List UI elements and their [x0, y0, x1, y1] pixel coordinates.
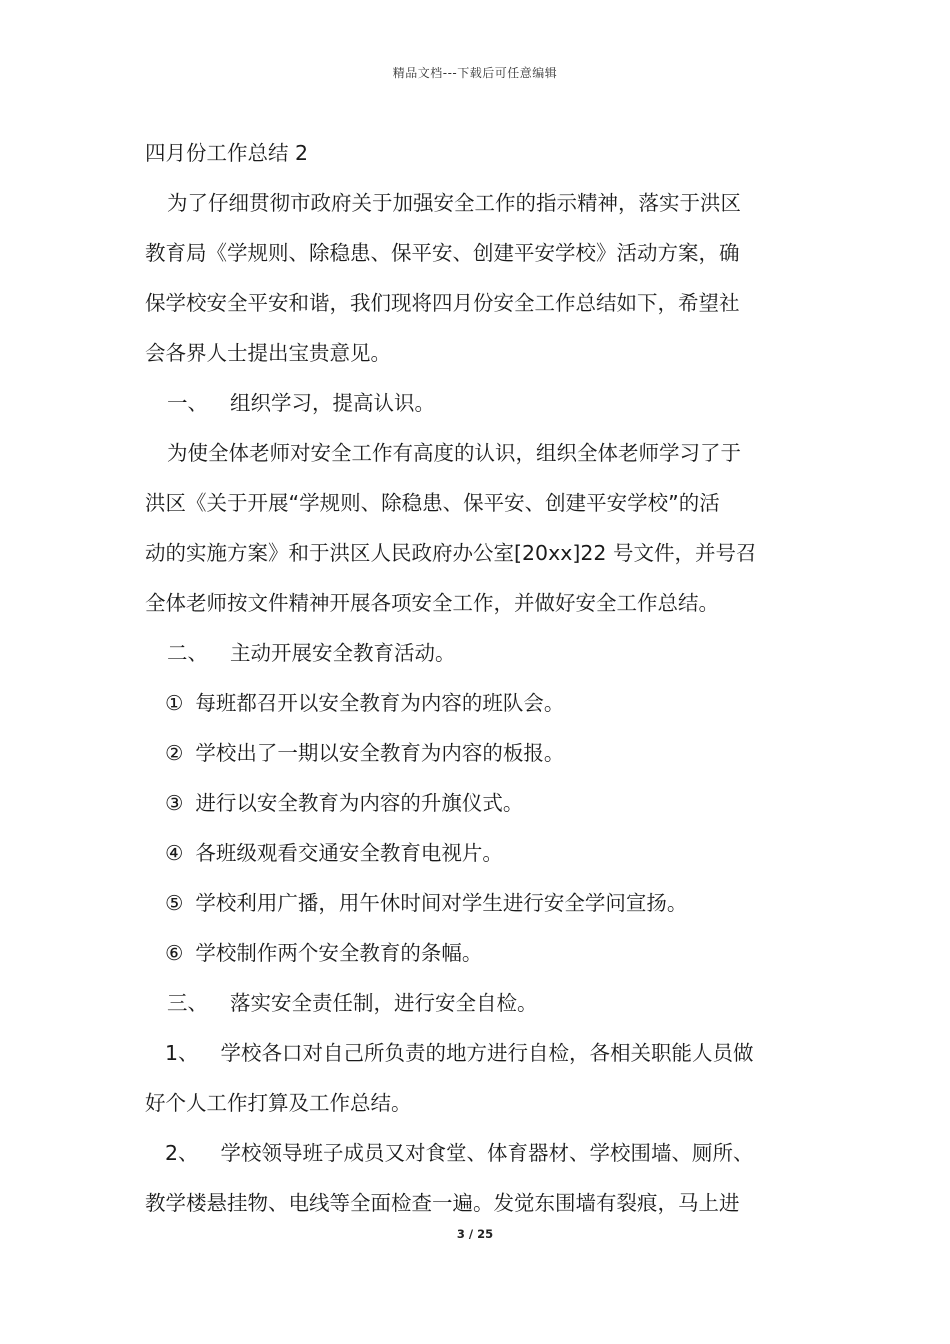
list-marker: ⑥ [165, 941, 184, 965]
section-1-line-1: 为使全体老师对安全工作有高度的认识，组织全体老师学习了于 [167, 441, 741, 465]
list-marker: ③ [165, 791, 184, 815]
section-2-title: 主动开展安全教育活动。 [230, 641, 456, 665]
page-number: 3 / 25 [456, 1227, 494, 1241]
intro-line-1: 为了仔细贯彻市政府关于加强安全工作的指示精神，落实于洪区 [167, 191, 741, 215]
numbered-item-first-line [145, 1028, 810, 1078]
section-2-number: 二、 [167, 641, 208, 665]
section-1-title: 组织学习，提高认识。 [230, 391, 435, 415]
numbered-text: 学校领导班子成员又对食堂、体育器材、学校围墙、厕所、 [220, 1141, 754, 1165]
list-text: 学校利用广播，用午休时间对学生进行安全学问宣扬。 [195, 891, 688, 915]
numbered-item-continuation: 好个人工作打算及工作总结。 [145, 1091, 412, 1115]
section-1-heading [145, 378, 810, 428]
document-body [145, 128, 810, 1228]
numbered-item-first-line [145, 1128, 810, 1178]
list-text: 学校制作两个安全教育的条幅。 [195, 941, 483, 965]
list-item [145, 928, 810, 978]
section-1-line-3: 动的实施方案》和于洪区人民政府办公室[20xx]22 号文件，并号召 [145, 541, 757, 565]
section-1-number: 一、 [167, 391, 208, 415]
list-item [145, 828, 810, 878]
list-text: 学校出了一期以安全教育为内容的板报。 [195, 741, 565, 765]
list-text: 进行以安全教育为内容的升旗仪式。 [195, 791, 524, 815]
page-header: 精品文档---下载后可任意编辑 [392, 66, 558, 80]
section-2-heading [145, 628, 810, 678]
section-3-number: 三、 [167, 991, 208, 1015]
list-item [145, 728, 810, 778]
intro-line-3: 保学校安全平安和谐，我们现将四月份安全工作总结如下，希望社 [145, 291, 740, 315]
intro-line-2: 教育局《学规则、除稳患、保平安、创建平安学校》活动方案，确 [145, 241, 740, 265]
list-marker: ② [165, 741, 184, 765]
section-3-title: 落实安全责任制，进行安全自检。 [230, 991, 538, 1015]
section-1-line-2: 洪区《关于开展“学规则、除稳患、保平安、创建平安学校”的活 [145, 491, 720, 515]
numbered-marker: 1、 [165, 1041, 199, 1065]
list-item [145, 678, 810, 728]
numbered-item-continuation: 教学楼悬挂物、电线等全面检查一遍。发觉东围墙有裂痕，马上进 [145, 1191, 740, 1215]
section-3-heading [145, 978, 810, 1028]
section-1-line-4: 全体老师按文件精神开展各项安全工作，并做好安全工作总结。 [145, 591, 719, 615]
intro-line-4: 会各界人士提出宝贵意见。 [145, 341, 391, 365]
list-item [145, 878, 810, 928]
list-item [145, 778, 810, 828]
list-marker: ① [165, 691, 184, 715]
list-marker: ⑤ [165, 891, 184, 915]
list-text: 每班都召开以安全教育为内容的班队会。 [195, 691, 565, 715]
numbered-text: 学校各口对自己所负责的地方进行自检，各相关职能人员做 [220, 1041, 754, 1065]
list-marker: ④ [165, 841, 184, 865]
document-title: 四月份工作总结 2 [145, 141, 309, 165]
numbered-marker: 2、 [165, 1141, 199, 1165]
list-text: 各班级观看交通安全教育电视片。 [195, 841, 503, 865]
